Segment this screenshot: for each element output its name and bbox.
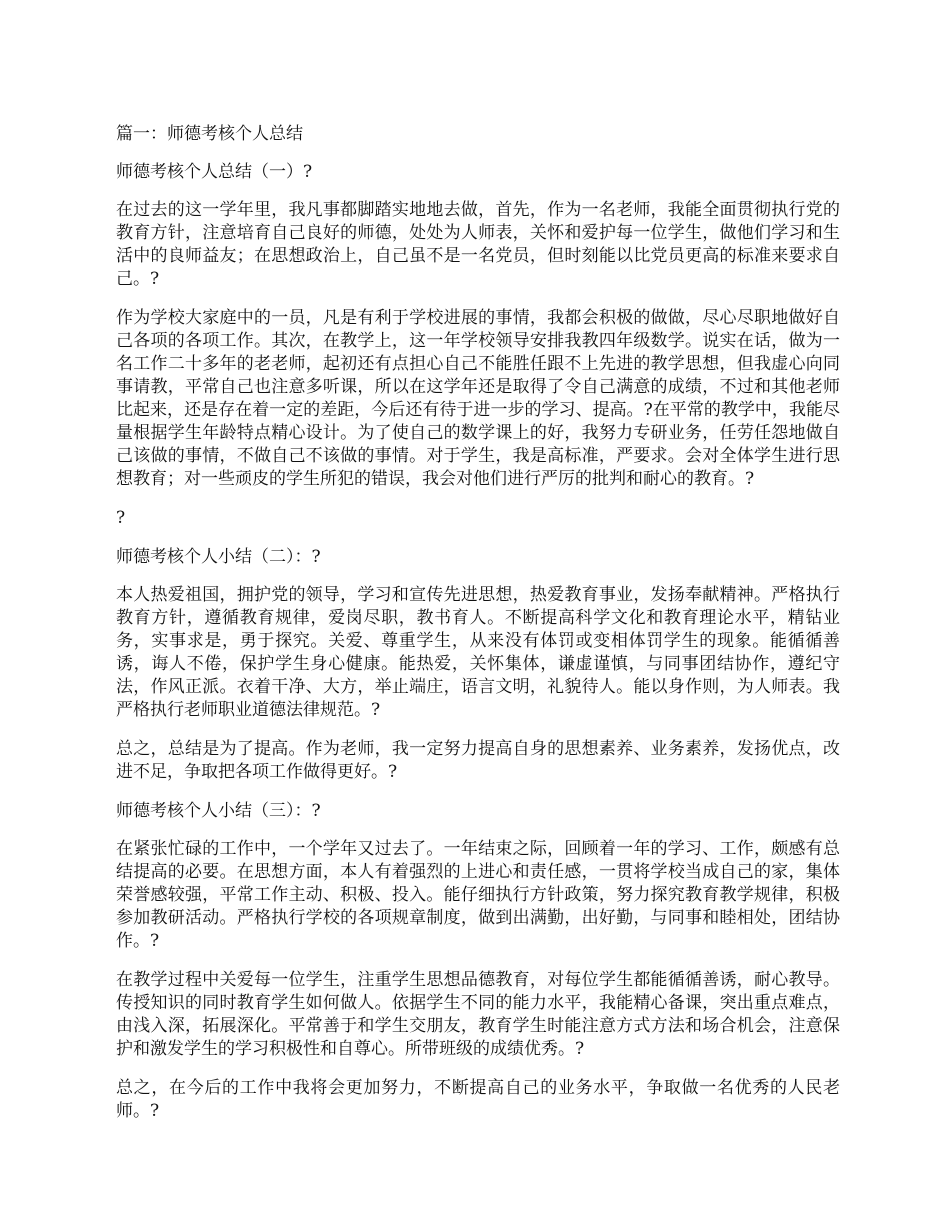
section-heading-3: 师德考核个人小结（三）：? <box>116 801 321 821</box>
paragraph: 在教学过程中关爱每一位学生，注重学生思想品德教育，对每位学生都能循循善诱，耐心教导。传授知识的同时教育学生如何做人。依据学生不同的能力水平，我能精心备课，突出重点难点，由浅入深，拓展深化。平常善于和学生交朋友，教育学生时能注意方式方法和场合机会，注意保护和激发学生的学习积极性和自尊心。所带班级的成绩优秀。? <box>116 970 840 1059</box>
placeholder-line: ? <box>116 508 126 528</box>
paragraph: 作为学校大家庭中的一员，凡是有利于学校进展的事情，我都会积极的做做，尽心尽职地做好自己各项的各项工作。其次，在教学上，这一年学校领导安排我教四年级数学。说实在话，做为一名工作二十多年的老老师，起初还有点担心自己不能胜任跟不上先进的教学思想，但我虚心向同事请教，平常自己也注意多听课，所以在这学年还是取得了令自己满意的成绩，不过和其他老师比起来，还是存在着一定的差距，今后还有待于进一步的学习、提高。?在平常的教学中，我能尽量根据学生年龄特点精心设计。为了使自己的数学课上的好，我努力专研业务，任劳任怨地做自己该做的事情，不做自己不该做的事情。对于学生，我是高标准，严要求。会对全体学生进行思想教育；对一些顽皮的学生所犯的错误，我会对他们进行严厉的批判和耐心的教育。? <box>116 308 840 489</box>
paragraph: 在过去的这一学年里，我凡事都脚踏实地地去做，首先，作为一名老师，我能全面贯彻执行党的教育方针，注意培育自己良好的师德，处处为人师表，关怀和爱护每一位学生，做他们学习和生活中的良师益友；在思想政治上，自己虽不是一名党员，但时刻能以比党员更高的标准来要求自己。? <box>116 200 840 289</box>
document-body <box>116 123 840 1139</box>
paragraph: 本人热爱祖国，拥护党的领导，学习和宣传先进思想，热爱教育事业，发扬奉献精神。严格执行教育方针，遵循教育规律，爱岗尽职，教书育人。不断提高科学文化和教育理论水平，精钻业务，实事求是，勇于探究。关爱、尊重学生，从来没有体罚或变相体罚学生的现象。能循循善诱，诲人不倦，保护学生身心健康。能热爱，关怀集体，谦虚谨慎，与同事团结协作，遵纪守法，作风正派。衣着干净、大方，举止端庄，语言文明，礼貌待人。能以身作则，为人师表。我严格执行老师职业道德法律规范。? <box>116 585 840 720</box>
paragraph: 总之，在今后的工作中我将会更加努力，不断提高自己的业务水平，争取做一名优秀的人民老师。? <box>116 1078 840 1121</box>
document-title: 篇一：师德考核个人总结 <box>116 124 303 144</box>
section-heading-2: 师德考核个人小结（二）：? <box>116 547 321 567</box>
paragraph: 在紧张忙碌的工作中，一个学年又过去了。一年结束之际，回顾着一年的学习、工作，颇感有总结提高的必要。在思想方面，本人有着强烈的上进心和责任感，一贯将学校当成自己的家，集体荣誉感较强，平常工作主动、积极、投入。能仔细执行方针政策，努力探究教育教学规律，积极参加教研活动。严格执行学校的各项规章制度，做到出满勤，出好勤，与同事和睦相处，团结协作。? <box>116 839 840 951</box>
section-heading-1: 师德考核个人总结（一）? <box>116 162 313 182</box>
paragraph: 总之，总结是为了提高。作为老师，我一定努力提高自身的思想素养、业务素养，发扬优点，改进不足，争取把各项工作做得更好。? <box>116 739 840 782</box>
